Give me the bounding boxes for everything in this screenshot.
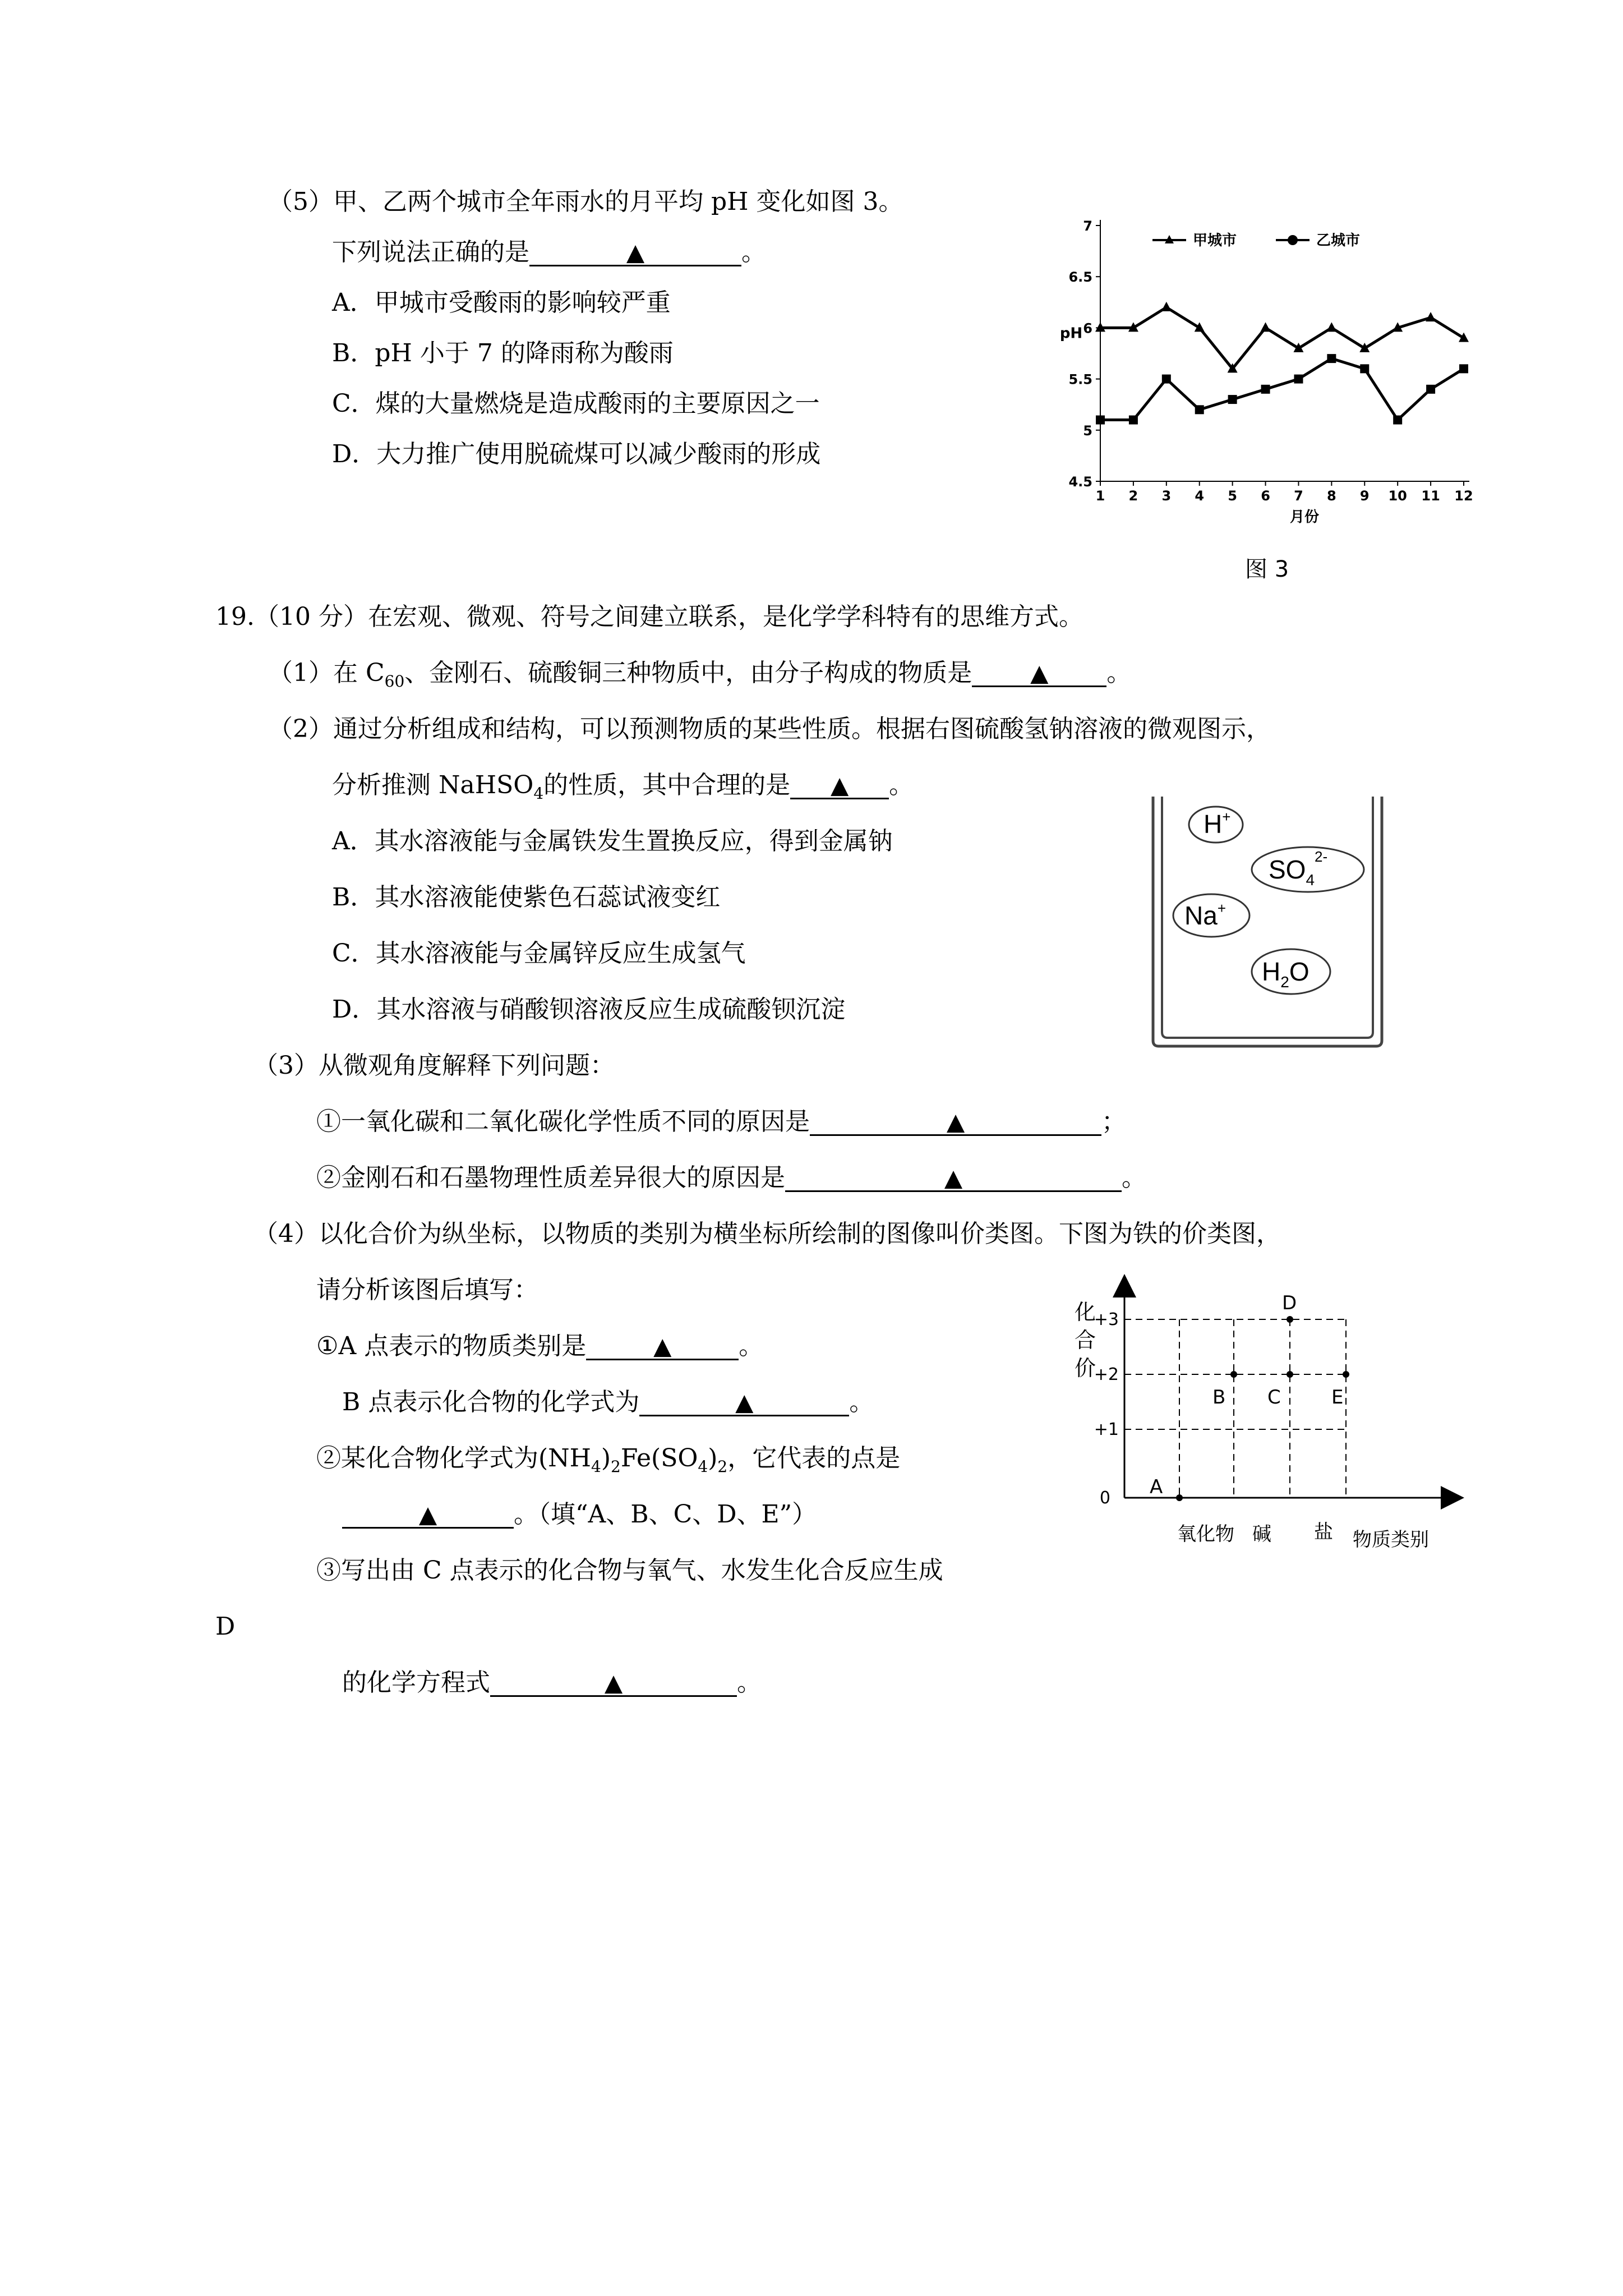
p1-text-mid: 、金刚石、硫酸铜三种物质中，由分子构成的物质是	[404, 659, 972, 687]
p2-sub: 4	[533, 784, 544, 803]
p2-text: 分析推测 NaHSO	[332, 771, 534, 799]
q19-part3-1	[316, 1105, 1126, 1139]
q19-stem: 19.（10 分）在宏观、微观、符号之间建立联系，是化学学科特有的思维方式。	[215, 602, 1083, 631]
q19-part1	[268, 656, 1131, 690]
p4-a-text: ①A 点表示的物质类别是	[316, 1332, 587, 1360]
series-2-point	[1327, 354, 1336, 363]
series-1-point	[1326, 322, 1336, 332]
p1-text: （1）在 C	[268, 659, 385, 687]
p4-b-end: 。	[849, 1388, 874, 1416]
x-tick-label: 11	[1421, 488, 1440, 504]
y-tick-label: 6	[1083, 320, 1092, 337]
p4-c2-end: 。（填“A、B、C、D、E”）	[514, 1500, 817, 1529]
prompt-text: 下列说法正确的是	[332, 238, 529, 266]
ph-chart-plot	[1060, 218, 1473, 526]
legend-label-1: 甲城市	[1193, 232, 1237, 249]
point-e-label: E	[1331, 1386, 1344, 1409]
so4-ion-label: SO	[1269, 855, 1306, 884]
p2-text-mid: 的性质，其中合理的是	[543, 771, 791, 799]
p1-end: 。	[1106, 659, 1132, 687]
p4-a-end: 。	[739, 1332, 764, 1360]
x-tick-label: 3	[1161, 488, 1172, 504]
p2-option-a: A．其水溶液能与金属铁发生置换反应，得到金属钠	[332, 827, 893, 855]
q18-5-stem: （5）甲、乙两个城市全年雨水的月平均 pH 变化如图 3。	[268, 187, 903, 216]
formula-sub: 4	[591, 1457, 601, 1476]
point-b-label: B	[1212, 1386, 1226, 1409]
series-1-point	[1161, 302, 1172, 311]
q19-part4-a	[316, 1329, 763, 1363]
y-tick-label: 7	[1083, 218, 1092, 234]
valence-class-diagram	[1066, 1273, 1469, 1588]
y-tick-plus2: +2	[1094, 1365, 1119, 1384]
p3-2-end: 。	[1122, 1163, 1146, 1192]
series-2-point	[1294, 375, 1303, 384]
answer-mark: ▲	[604, 1669, 623, 1696]
so4-ion-charge: 2-	[1315, 848, 1328, 865]
y-label-char-1: 化	[1075, 1300, 1096, 1324]
p1-sub: 60	[384, 671, 405, 691]
y-tick-label: 5	[1083, 422, 1092, 439]
series-line-2	[1100, 358, 1464, 420]
formula-sub: 4	[698, 1457, 708, 1476]
ph-line-chart	[1054, 213, 1481, 561]
q19-part4-d-line1: ③写出由 C 点表示的化合物与氧气、水发生化合反应生成	[316, 1556, 943, 1585]
y-tick-zero: 0	[1099, 1488, 1110, 1508]
series-2-point	[1393, 416, 1402, 425]
y-tick-label: 5.5	[1068, 371, 1092, 388]
point-c	[1287, 1371, 1293, 1378]
point-a	[1176, 1494, 1183, 1501]
series-2-point	[1162, 375, 1171, 384]
p2-option-d: D．其水溶液与硝酸钡溶液反应生成硫酸钡沉淀	[332, 995, 846, 1024]
figure-caption: 图 3	[1245, 556, 1289, 582]
x-tick-label: 12	[1454, 488, 1473, 504]
h-ion-label: H	[1204, 809, 1223, 839]
formula-part: )	[601, 1444, 611, 1473]
series-line-1	[1100, 307, 1464, 369]
x-axis-title: 物质类别	[1353, 1529, 1429, 1551]
option-a: A．甲城市受酸雨的影响较严重	[332, 288, 671, 317]
q19-part4-d-line3	[342, 1666, 762, 1700]
p2-option-b: B．其水溶液能使紫色石蕊试液变红	[332, 883, 721, 912]
answer-mark: ▲	[1030, 659, 1049, 687]
answer-mark: ▲	[626, 238, 645, 266]
h-ion-charge: +	[1222, 808, 1231, 825]
series-2-point	[1261, 385, 1270, 394]
option-d: D．大力推广使用脱硫煤可以减少酸雨的形成	[332, 440, 821, 468]
series-2-point	[1459, 364, 1468, 373]
formula-part: Fe(SO	[620, 1444, 698, 1473]
formula-sub: 2	[611, 1457, 621, 1476]
x-tick-label: 2	[1128, 488, 1138, 504]
q19-part4-line1: （4）以化合价为纵坐标，以物质的类别为横坐标所绘制的图像叫价类图。下图为铁的价类图，	[253, 1220, 1281, 1248]
answer-blank[interactable]	[586, 1329, 739, 1360]
p4-b-text: B 点表示化合物的化学式为	[342, 1388, 640, 1416]
answer-mark: ▲	[830, 771, 849, 799]
p3-1-text: ①一氧化碳和二氧化碳化学性质不同的原因是	[316, 1107, 810, 1136]
answer-blank[interactable]	[785, 1161, 1122, 1192]
x-category-base: 碱	[1252, 1523, 1271, 1545]
series-1-point	[1426, 312, 1436, 321]
point-d-label: D	[1282, 1292, 1297, 1314]
y-tick-plus3: +3	[1094, 1310, 1119, 1329]
point-b	[1230, 1371, 1237, 1378]
series-2-point	[1228, 395, 1237, 404]
q19-part2-line1: （2）通过分析组成和结构，可以预测物质的某些性质。根据右图硫酸氢钠溶液的微观图示，	[268, 715, 1271, 743]
point-e	[1343, 1371, 1349, 1378]
x-category-oxide: 氧化物	[1177, 1523, 1234, 1545]
point-d	[1287, 1316, 1293, 1323]
series-2-point	[1129, 416, 1138, 425]
p2-end: 。	[889, 771, 914, 799]
series-2-point	[1360, 364, 1369, 373]
beaker-diagram	[1150, 791, 1385, 1055]
answer-blank[interactable]	[790, 769, 889, 799]
p2-option-c: C．其水溶液能与金属锌反应生成氢气	[332, 939, 746, 968]
h2o-sub: 2	[1280, 973, 1289, 991]
answer-mark: ▲	[418, 1501, 437, 1528]
h2o-label-h: H	[1262, 957, 1281, 986]
point-c-label: C	[1267, 1386, 1281, 1409]
p4-d-end: 。	[737, 1668, 762, 1697]
answer-blank[interactable]	[639, 1386, 849, 1416]
option-c: C．煤的大量燃烧是造成酸雨的主要原因之一	[332, 389, 820, 418]
q19-part3-title: （3）从微观角度解释下列问题：	[253, 1051, 615, 1080]
formula-part: )	[708, 1444, 718, 1473]
p3-2-text: ②金刚石和石墨物理性质差异很大的原因是	[316, 1163, 785, 1192]
q19-part4-b	[342, 1386, 874, 1419]
p3-1-end: ；	[1101, 1107, 1126, 1136]
series-2-point	[1096, 416, 1105, 425]
p4-d-text: 的化学方程式	[342, 1668, 490, 1697]
y-label-char-3: 价	[1075, 1356, 1096, 1381]
x-category-salt: 盐	[1314, 1521, 1333, 1543]
series-1-point	[1261, 322, 1271, 332]
x-tick-label: 9	[1359, 488, 1370, 504]
x-tick-label: 8	[1327, 488, 1336, 504]
y-tick-label: 4.5	[1068, 474, 1092, 490]
formula-sub: 2	[717, 1457, 728, 1476]
answer-blank[interactable]	[529, 236, 741, 266]
option-b: B．pH 小于 7 的降雨称为酸雨	[332, 339, 674, 367]
x-tick-label: 7	[1294, 488, 1303, 504]
x-tick-label: 1	[1095, 488, 1105, 504]
p4-c-end: ，它代表的点是	[727, 1444, 901, 1473]
answer-mark: ▲	[735, 1388, 754, 1416]
answer-mark: ▲	[946, 1108, 965, 1135]
y-tick-plus1: +1	[1094, 1420, 1119, 1439]
answer-blank[interactable]	[810, 1105, 1101, 1136]
y-label-char-2: 合	[1075, 1328, 1096, 1352]
y-tick-label: 6.5	[1068, 269, 1092, 286]
p4-c-text: ②某化合物化学式为(NH	[316, 1444, 592, 1473]
answer-mark: ▲	[944, 1164, 963, 1191]
series-2-point	[1195, 405, 1204, 414]
q19-part4-line2: 请分析该图后填写：	[316, 1276, 538, 1304]
point-a-label: A	[1150, 1476, 1163, 1498]
so4-ion-sub: 4	[1306, 871, 1315, 889]
h2o-label-o: O	[1289, 957, 1310, 986]
prompt-end: 。	[741, 238, 766, 266]
x-tick-label: 6	[1261, 488, 1270, 504]
x-tick-label: 4	[1195, 488, 1205, 504]
y-axis-title: pH	[1059, 325, 1083, 342]
q19-part2-line2	[332, 769, 914, 802]
legend-marker-2	[1288, 235, 1298, 245]
q19-part4-c	[316, 1442, 900, 1475]
answer-blank[interactable]	[972, 656, 1106, 687]
answer-blank[interactable]	[342, 1498, 514, 1529]
q19-part4-d-line2: D	[215, 1612, 236, 1641]
legend-label-2: 乙城市	[1316, 232, 1361, 249]
answer-blank[interactable]	[490, 1666, 737, 1697]
q18-5-prompt	[332, 236, 766, 269]
series-2-point	[1426, 385, 1435, 394]
na-ion-label: Na	[1184, 901, 1218, 930]
na-ion-charge: +	[1217, 900, 1226, 917]
x-tick-label: 10	[1388, 488, 1407, 504]
q19-part3-2	[316, 1161, 1146, 1195]
x-tick-label: 5	[1228, 488, 1237, 504]
x-axis-title: 月份	[1289, 509, 1320, 526]
q19-part4-c2	[342, 1498, 817, 1531]
answer-mark: ▲	[653, 1332, 672, 1360]
